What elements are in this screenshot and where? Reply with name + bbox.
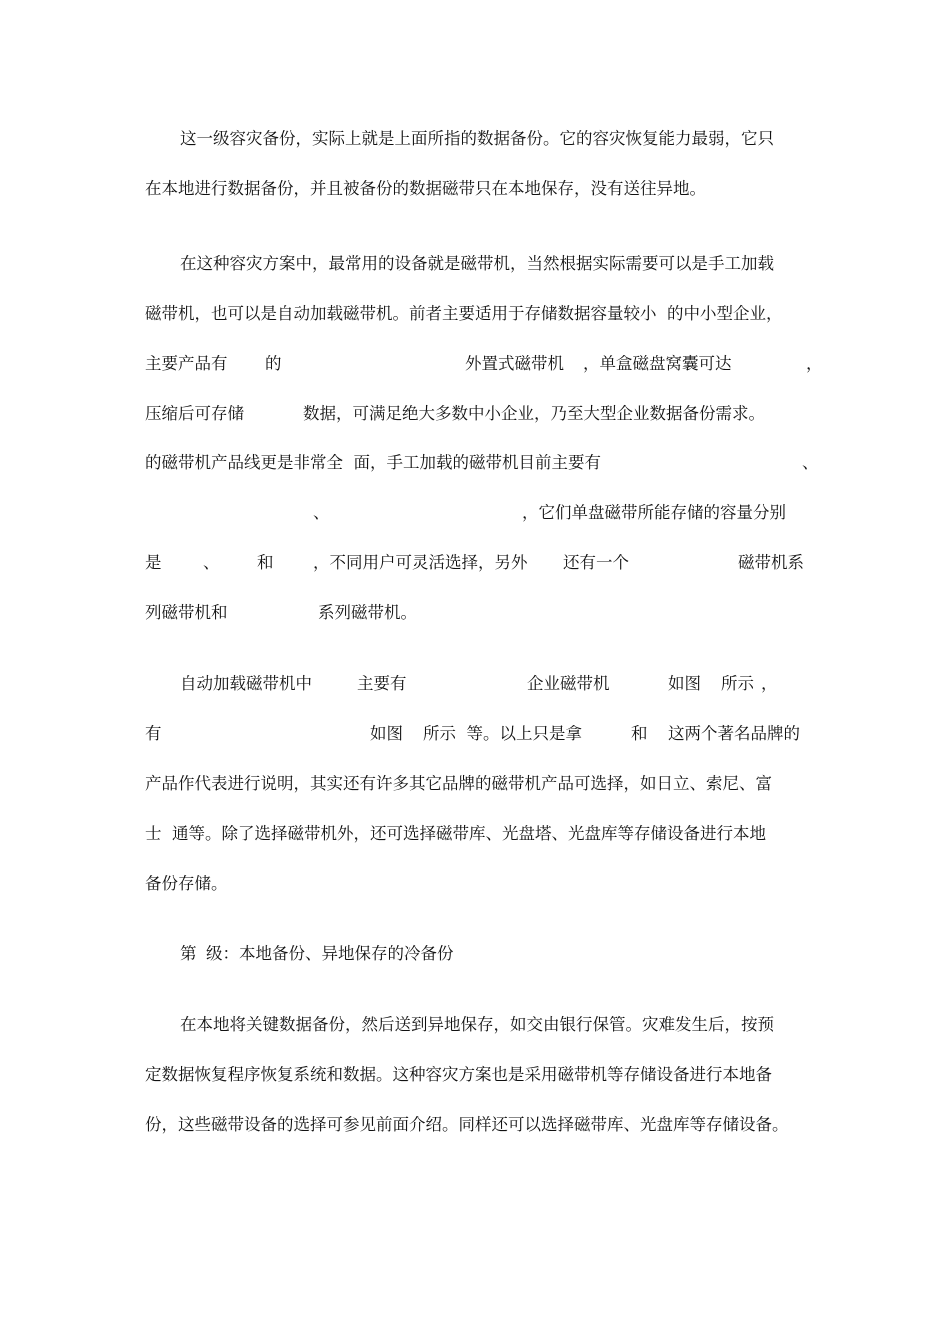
text-run: 主要产品有 (145, 354, 228, 373)
text-run: 级：本地备份、异地保存的冷备份 (206, 944, 454, 963)
text-run: 、 (802, 453, 819, 472)
text-run: 和 (631, 724, 648, 743)
text-run: ，不同用户可灵活选择，另外 (313, 553, 528, 572)
text-run: 产品作代表进行说明，其实还有许多其它品牌的磁带机产品可选择，如日立、索尼、富 (145, 774, 772, 793)
text-run: 如图 (370, 724, 403, 743)
text-run: 在本地进行数据备份，并且被备份的数据磁带只在本地保存，没有送往异地。 (145, 179, 706, 198)
text-run: 还有一个 (563, 553, 629, 572)
text-run: 第 (180, 944, 197, 963)
text-run: 压缩后可存储 (145, 404, 244, 423)
text-run: 有 (145, 724, 162, 743)
text-run: ，它们单盘磁带所能存储的容量分别 (522, 503, 786, 522)
text-run: 如图 (668, 674, 701, 693)
text-run: 数据，可满足绝大多数中小企业，乃至大型企业数据备份需求。 (303, 404, 765, 423)
text-run: 所示 等。以上只是拿 (423, 724, 582, 743)
text-run: 是 (145, 553, 162, 572)
text-run: 这两个著名品牌的 (668, 724, 800, 743)
text-run: ， (806, 354, 823, 373)
text-run: 在本地将关键数据备份，然后送到异地保存，如交由银行保管。灾难发生后，按预 (180, 1015, 774, 1034)
text-run: 磁带机系 (738, 553, 804, 572)
text-run: 士 通等。除了选择磁带机外，还可选择磁带库、光盘塔、光盘库等存储设备进行本地 (145, 824, 766, 843)
text-run: 外置式磁带机 (465, 354, 564, 373)
text-run: 企业磁带机 (527, 674, 610, 693)
text-run: 份，这些磁带设备的选择可参见前面介绍。同样还可以选择磁带库、光盘库等存储设备。 (145, 1115, 789, 1134)
text-run: 和 (257, 553, 274, 572)
text-run: 系列磁带机。 (318, 603, 417, 622)
text-run: 的磁带机产品线更是非常全 面，手工加载的磁带机目前主要有 (145, 453, 601, 472)
text-run: 自动加载磁带机中 (180, 674, 312, 693)
text-run: 这一级容灾备份，实际上就是上面所指的数据备份。它的容灾恢复能力最弱，它只 (180, 129, 774, 148)
text-run: 、 (203, 553, 220, 572)
text-run: 主要有 (357, 674, 407, 693)
text-run: 备份存储。 (145, 874, 228, 893)
text-run: 在这种容灾方案中，最常用的设备就是磁带机，当然根据实际需要可以是手工加载 (180, 254, 774, 273)
text-run: 、 (313, 503, 330, 522)
text-run: 列磁带机和 (145, 603, 228, 622)
text-run: ， (761, 674, 778, 693)
text-run: 定数据恢复程序恢复系统和数据。这种容灾方案也是采用磁带机等存储设备进行本地备 (145, 1065, 772, 1084)
text-run: 磁带机，也可以是自动加载磁带机。前者主要适用于存储数据容量较小 的中小型企业， (145, 304, 783, 323)
text-run: ，单盒磁盘窝囊可达 (583, 354, 732, 373)
text-run: 的 (265, 354, 282, 373)
text-run: 所示 (721, 674, 754, 693)
